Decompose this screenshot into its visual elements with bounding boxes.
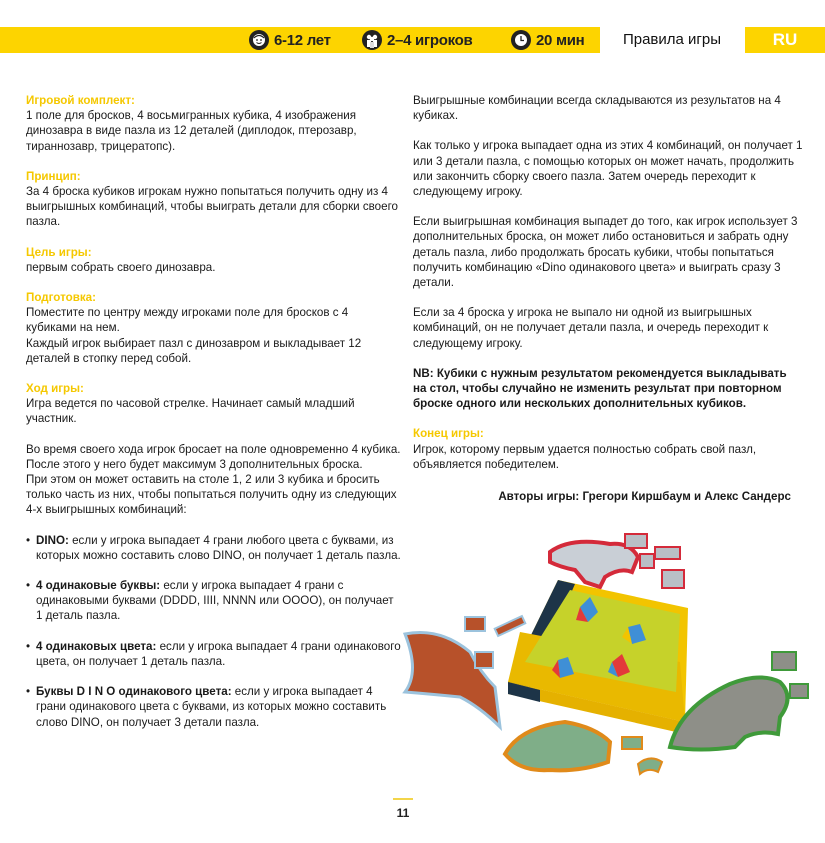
combination-text: если у игрока выпадает 4 грани с одинаковыми буквами (DDDD, IIII, NNNN или OOOO), он получает 1 деталь пазла. xyxy=(36,579,394,623)
turn-text: После этого у него будет максимум 3 дополнительных броска. xyxy=(26,457,363,471)
turn-text: Игра ведется по часовой стрелке. Начинает самый младший участник. xyxy=(26,397,355,426)
end-text: Игрок, которому первым удается полностью собрать свой пазл, объявляется победителем. xyxy=(413,442,757,471)
prep-heading: Подготовка: xyxy=(26,291,96,305)
players-info xyxy=(362,27,472,53)
combination-title: DINO: xyxy=(36,533,69,547)
kit-text: 1 поле для бросков, 4 восьмигранных кубика, 4 изображения динозавра в виде пазла из 12 деталей (диплодок, птерозавр, тираннозавр, трицератопс). xyxy=(26,109,357,153)
page-number-rule xyxy=(393,798,413,800)
turn-text: При этом он может оставить на столе 1, 2 или 3 кубика и бросить только часть из них, чтобы попытаться получить одну из следующих 4-х выигрышных комбинаций: xyxy=(26,473,397,517)
nb-note: NB: Кубики с нужным результатом рекомендуется выкладывать на стол, чтобы случайно не изменить результат при повторном броске одного или нескольких дополнительных кубиков. xyxy=(413,366,787,411)
authors: Авторы игры: Грегори Киршбаум и Алекс Сандерс xyxy=(498,490,791,504)
rule-paragraph: Как только у игрока выпадает одна из этих 4 комбинаций, он получает 1 или 3 детали пазла, с помощью которых он может начать, продолжить или закончить сборку своего пазла. Затем очередь переходит к следующему игроку. xyxy=(413,139,803,199)
combination-item xyxy=(26,578,401,624)
time-info xyxy=(511,27,584,53)
combination-text: если у игрока выпадает 4 грани любого цвета с буквами, из которых можно составить слово DINO, он получает 1 деталь пазла. xyxy=(36,533,401,562)
trex-puzzle-image xyxy=(550,534,684,588)
game-components-photo xyxy=(400,522,825,780)
principle-heading: Принцип: xyxy=(26,169,81,183)
end-heading: Конец игры: xyxy=(413,427,484,441)
players-icon xyxy=(362,30,382,50)
combination-text: если у игрока выпадает 4 грани одинакового цвета с буквами, из которых можно составить слово DINO, он получает 3 детали пазла. xyxy=(36,685,387,729)
pterosaur-puzzle-image xyxy=(405,616,525,727)
dice-tray-image xyxy=(508,580,688,734)
combination-title: 4 одинаковые буквы: xyxy=(36,579,161,593)
child-face-icon xyxy=(249,30,269,50)
left-column xyxy=(26,93,401,745)
right-column xyxy=(413,93,803,504)
goal-text: первым собрать своего динозавра. xyxy=(26,260,216,274)
page-number: 11 xyxy=(396,806,410,820)
combination-item xyxy=(26,639,401,669)
rule-paragraph: Если выигрышная комбинация выпадет до того, как игрок использует 3 дополнительных броска, он может либо остановиться и забрать одну деталь пазла, либо продолжать бросать кубики, чтобы попытаться получить комбинацию «Dino одинакового цвета» и выиграть сразу 3 детали. xyxy=(413,215,798,290)
combinations-list xyxy=(26,533,401,730)
combination-title: Буквы D I N O одинакового цвета: xyxy=(36,685,232,699)
combination-item xyxy=(26,684,401,730)
combination-title: 4 одинаковых цвета: xyxy=(36,639,157,653)
turn-heading: Ход игры: xyxy=(26,382,84,396)
players-label: 2–4 игроков xyxy=(387,31,473,49)
prep-text: Каждый игрок выбирает пазл с динозавром и выкладывает 12 деталей в стопку перед собой. xyxy=(26,336,362,365)
age-label: 6-12 лет xyxy=(274,31,331,49)
kit-heading: Игровой комплект: xyxy=(26,94,135,107)
rule-paragraph: Если за 4 броска у игрока не выпало ни одной из выигрышных комбинаций, он не получает детали пазла, и очередь переходит к следующему игроку. xyxy=(413,306,769,350)
diplodocus-puzzle-image xyxy=(505,722,662,774)
goal-heading: Цель игры: xyxy=(26,245,92,259)
section-title: Правила игры xyxy=(622,31,722,48)
rule-paragraph: Выигрышные комбинации всегда складываются из результатов на 4 кубиках. xyxy=(413,94,781,123)
principle-text: За 4 броска кубиков игрокам нужно попытаться получить одну из 4 выигрышных комбинаций, чтобы выиграть детали для сборки своего пазла. xyxy=(26,185,398,229)
turn-text: Во время своего хода игрок бросает на поле одновременно 4 кубика. xyxy=(26,442,401,456)
prep-text: Поместите по центру между игроками поле для бросков с 4 кубиками на нем. xyxy=(26,306,349,335)
language-badge: RU xyxy=(745,27,825,53)
clock-icon xyxy=(511,30,531,50)
combination-item xyxy=(26,533,401,563)
time-label: 20 мин xyxy=(536,31,585,49)
combination-text: если у игрока выпадает 4 грани одинакового цвета, он получает 1 деталь пазла. xyxy=(36,639,401,668)
triceratops-puzzle-image xyxy=(670,652,808,750)
age-info xyxy=(249,27,331,53)
